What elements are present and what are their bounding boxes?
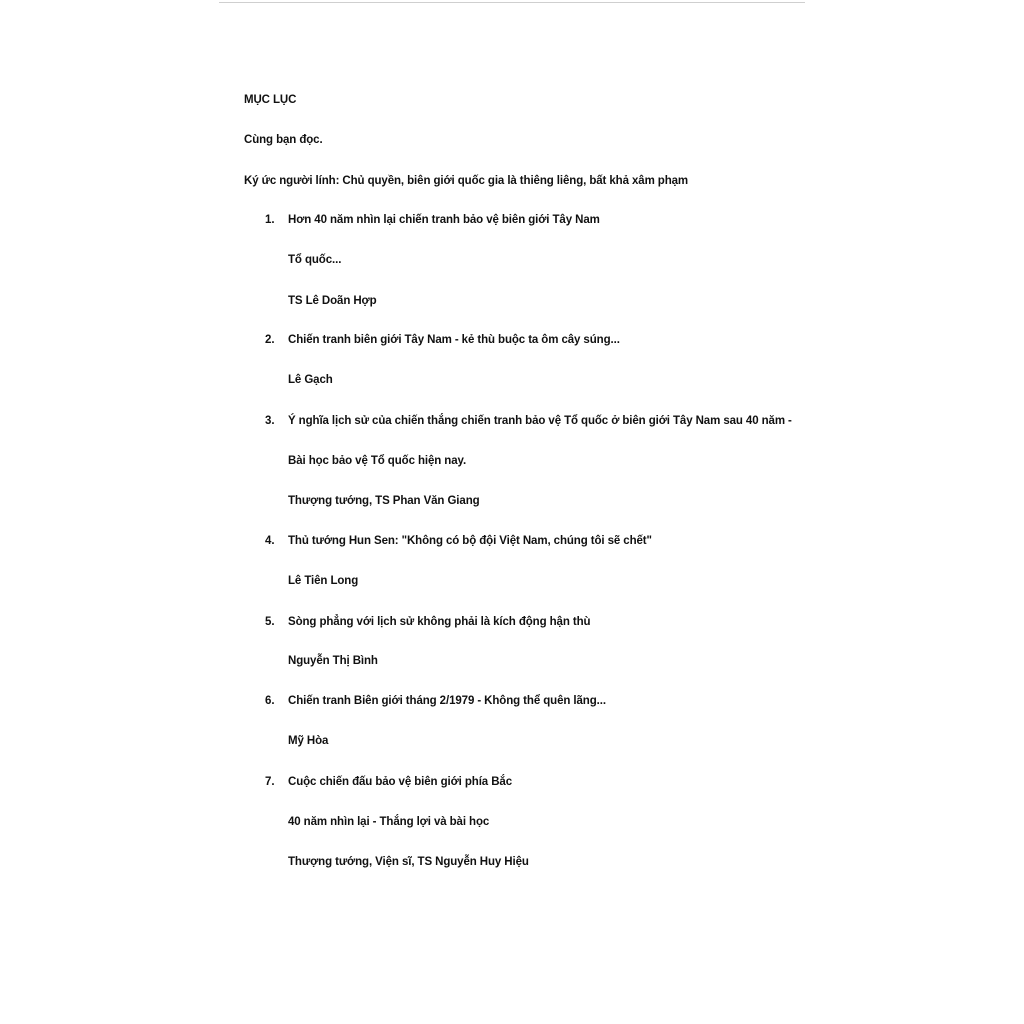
toc-item-title: Sòng phẳng với lịch sử không phải là kích động hận thù — [288, 616, 591, 628]
toc-item-number: 3. — [265, 415, 275, 427]
toc-preface: Cùng bạn đọc. — [244, 134, 323, 146]
toc-item-number: 4. — [265, 535, 275, 547]
toc-section-title: Ký ức người lính: Chủ quyền, biên giới quốc gia là thiêng liêng, bất khả xâm phạm — [244, 175, 689, 187]
toc-item-number: 1. — [265, 214, 275, 226]
toc-item-number: 5. — [265, 616, 275, 628]
toc-item-author: Mỹ Hòa — [288, 735, 329, 747]
toc-item-author: Lê Gạch — [288, 374, 333, 386]
toc-item-title: Hơn 40 năm nhìn lại chiến tranh bảo vệ biên giới Tây Nam — [288, 214, 600, 226]
toc-item-title: Bài học bảo vệ Tổ quốc hiện nay. — [288, 455, 467, 467]
toc-item-number: 7. — [265, 776, 275, 788]
toc-item-author: Thượng tướng, TS Phan Văn Giang — [288, 495, 480, 507]
toc-heading: MỤC LỤC — [244, 94, 297, 106]
toc-item-title: 40 năm nhìn lại - Thắng lợi và bài học — [288, 816, 490, 828]
toc-item-number: 6. — [265, 695, 275, 707]
toc-item-title: Cuộc chiến đấu bảo vệ biên giới phía Bắc — [288, 776, 512, 788]
toc-item-title: Ý nghĩa lịch sử của chiến thắng chiến tranh bảo vệ Tổ quốc ở biên giới Tây Nam sau 40 năm - — [288, 415, 792, 427]
toc-item-author: Nguyễn Thị Bình — [288, 655, 378, 667]
toc-item-author: TS Lê Doãn Hợp — [288, 295, 377, 307]
toc-item-title: Thủ tướng Hun Sen: "Không có bộ đội Việt Nam, chúng tôi sẽ chết" — [288, 535, 652, 547]
toc-item-title: Chiến tranh Biên giới tháng 2/1979 - Không thể quên lãng... — [288, 695, 606, 707]
toc-item-title: Chiến tranh biên giới Tây Nam - kẻ thù buộc ta ôm cây súng... — [288, 334, 620, 346]
toc-item-author: Lê Tiên Long — [288, 575, 359, 587]
toc-item-author: Thượng tướng, Viện sĩ, TS Nguyễn Huy Hiệu — [288, 856, 529, 868]
toc-item-number: 2. — [265, 334, 275, 346]
toc-item-title: Tổ quốc... — [288, 254, 342, 266]
